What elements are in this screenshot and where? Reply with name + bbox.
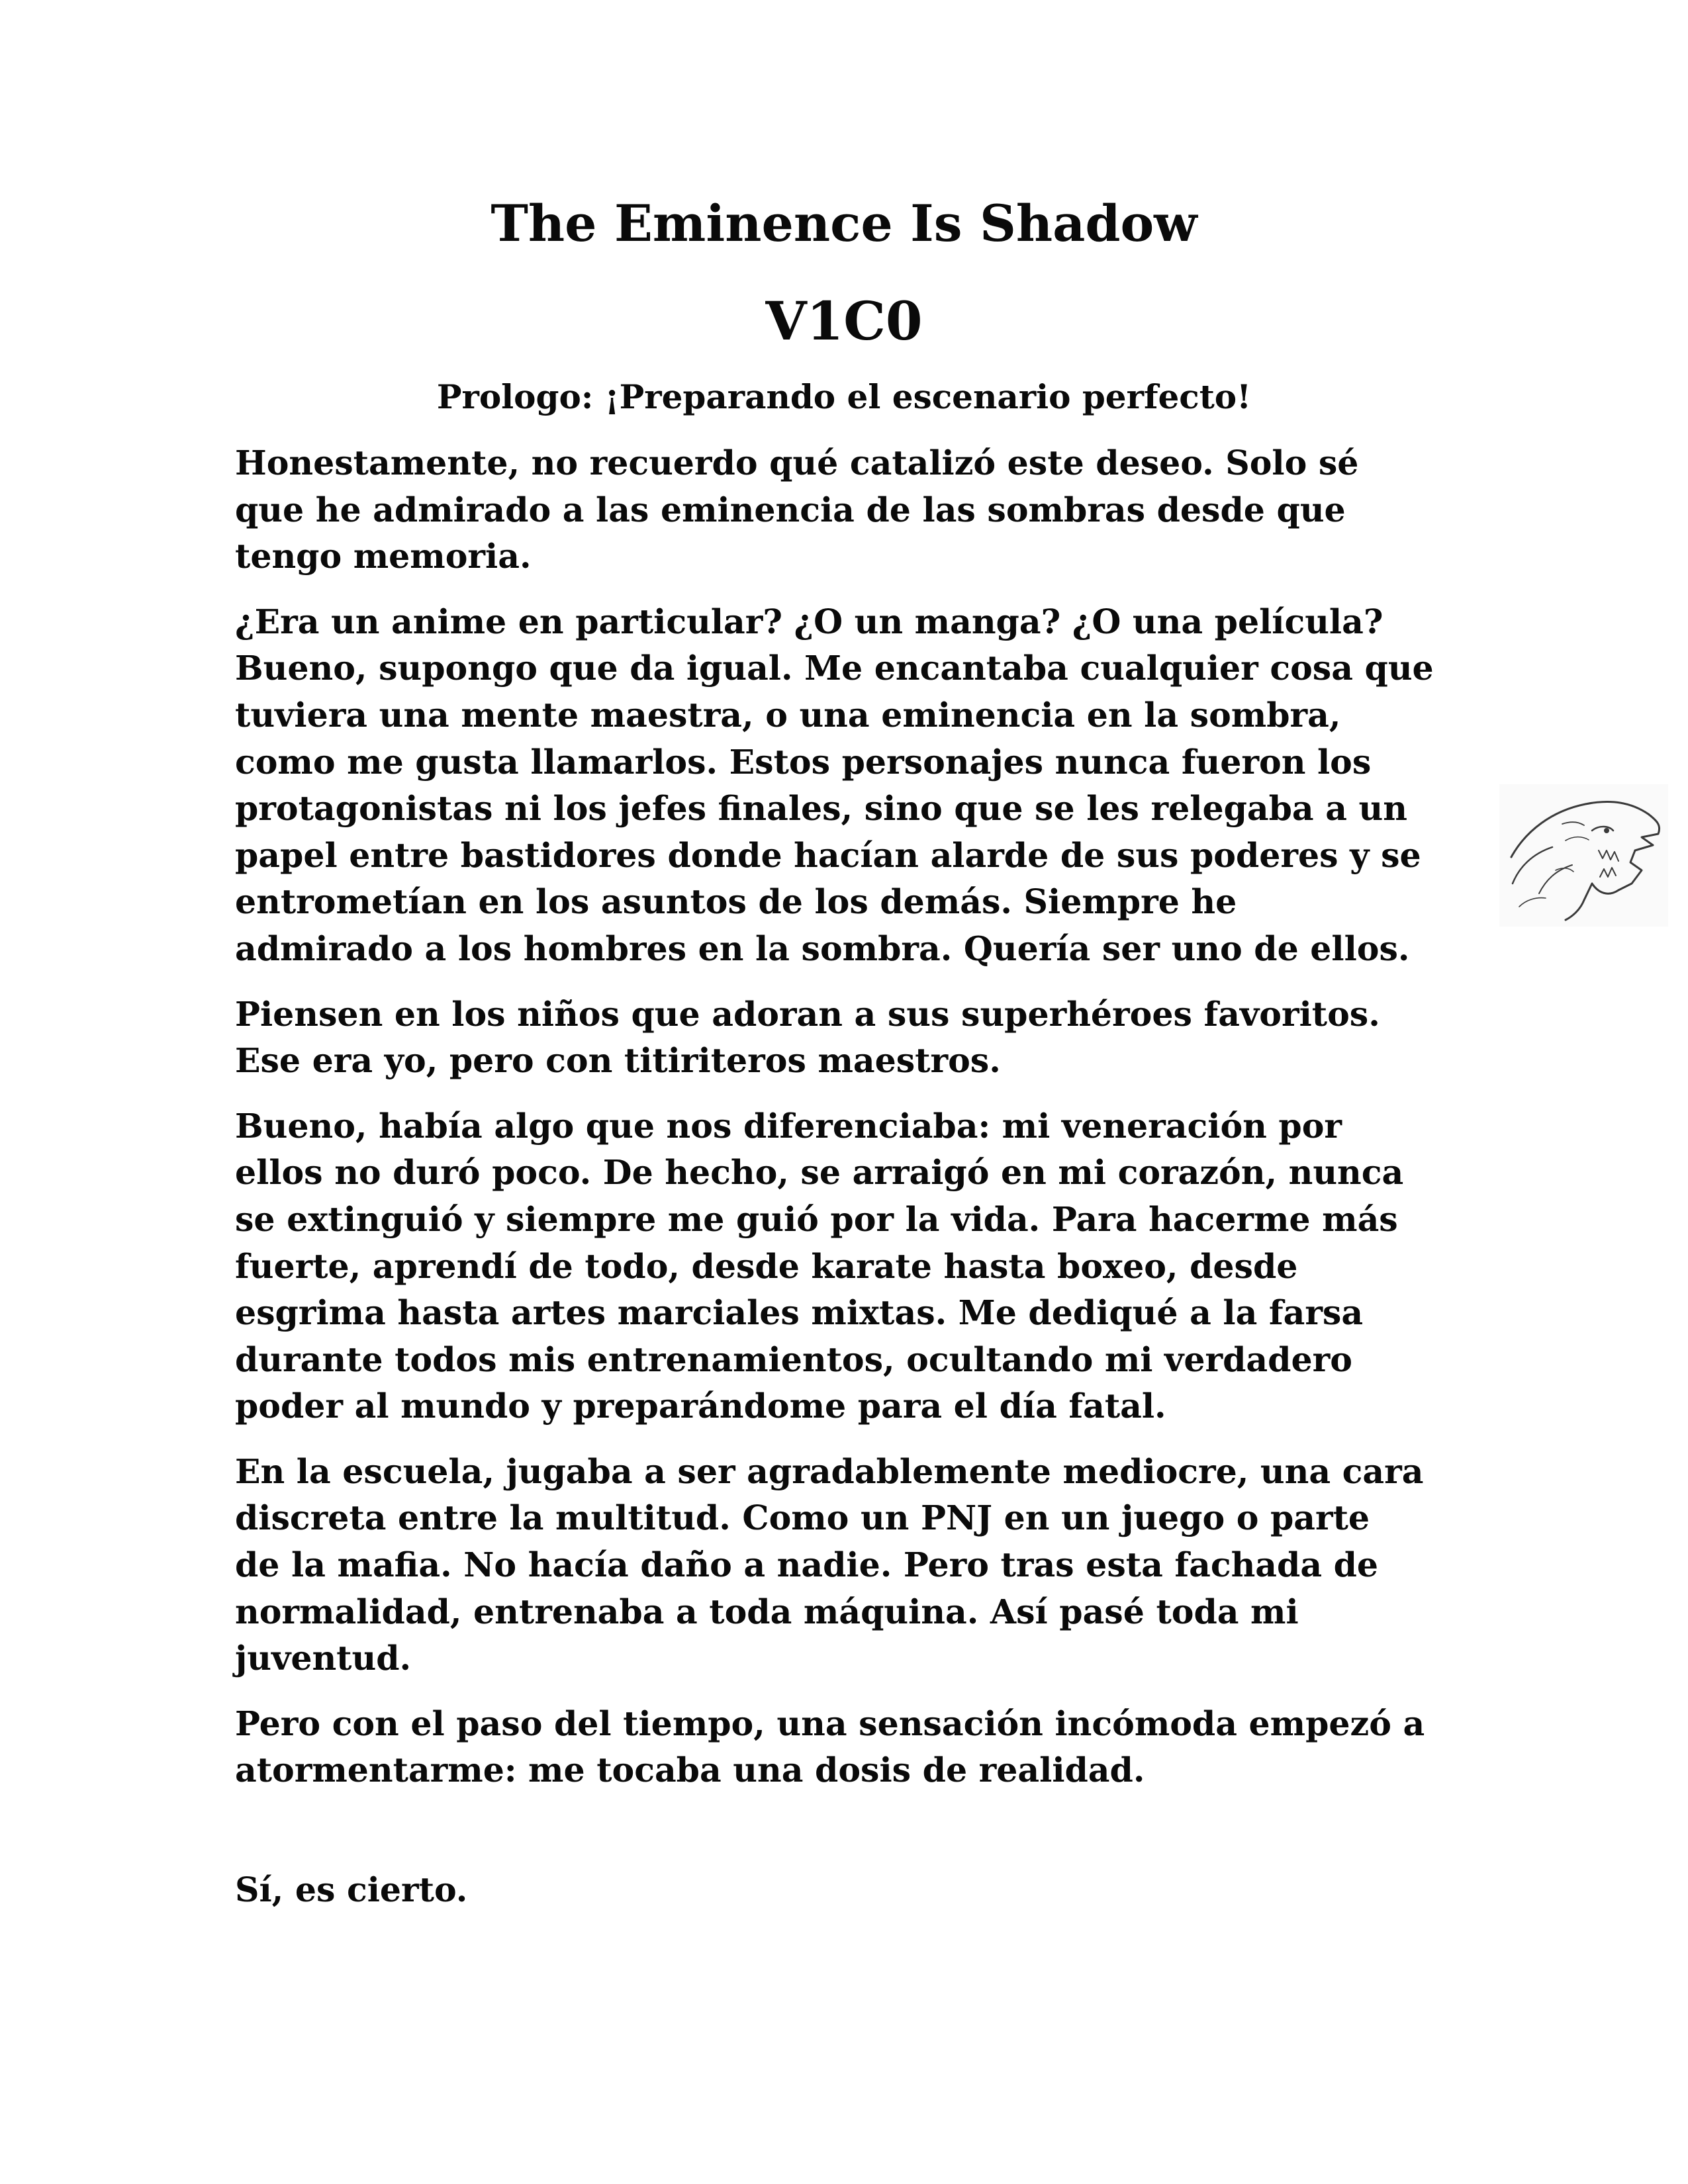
text-line: tuviera una mente maestra, o una eminencia en la sombra, [235, 695, 1341, 735]
text-line: esgrima hasta artes marciales mixtas. Me dediqué a la farsa [235, 1293, 1364, 1333]
text-line: ellos no duró poco. De hecho, se arraigó en mi corazón, nunca [235, 1153, 1404, 1193]
paragraph [235, 991, 1479, 1085]
text-line: admirado a los hombres en la sombra. Quería ser uno de ellos. [235, 929, 1410, 968]
text-line: normalidad, entrenaba a toda máquina. Así pasé toda mi [235, 1592, 1299, 1631]
text-line: Sí, es cierto. [235, 1870, 468, 1910]
text-line: Pero con el paso del tiempo, una sensación incómoda empezó a [235, 1704, 1425, 1743]
text-line: En la escuela, jugaba a ser agradablemente mediocre, una cara [235, 1451, 1424, 1491]
paragraph [235, 1701, 1479, 1794]
text-line: protagonistas ni los jefes finales, sino que se les relegaba a un [235, 789, 1407, 829]
document-body [235, 440, 1479, 1933]
paragraph [235, 1867, 1479, 1914]
text-line: Piensen en los niños que adoran a sus superhéroes favoritos. [235, 994, 1380, 1034]
text-line: durante todos mis entrenamientos, ocultando mi verdadero [235, 1340, 1352, 1379]
paragraph [235, 440, 1479, 580]
text-line: fuerte, aprendí de todo, desde karate hasta boxeo, desde [235, 1246, 1298, 1286]
text-line: Bueno, había algo que nos diferenciaba: mi veneración por [235, 1106, 1342, 1146]
dinosaur-sketch-icon [1499, 784, 1668, 927]
text-line: que he admirado a las eminencia de las sombras desde que [235, 490, 1346, 529]
text-line: se extinguió y siempre me guió por la vida. Para hacerme más [235, 1199, 1398, 1239]
text-line: poder al mundo y preparándome para el día fatal. [235, 1387, 1166, 1426]
text-line: Ese era yo, pero con titiriteros maestros. [235, 1041, 1001, 1081]
text-line: como me gusta llamarlos. Estos personajes nunca fueron los [235, 742, 1372, 782]
paragraph [235, 599, 1479, 973]
document-title: The Eminence Is Shadow [491, 194, 1197, 253]
volume-chapter-label: V1C0 [765, 290, 923, 352]
text-line: juventud. [235, 1639, 412, 1678]
text-line: papel entre bastidores donde hacían alarde de sus poderes y se [235, 835, 1421, 875]
text-line: ¿Era un anime en particular? ¿O un manga? ¿O una película? [235, 602, 1383, 641]
text-line: tengo memoria. [235, 537, 532, 576]
text-line: discreta entre la multitud. Como un PNJ en un juego o parte [235, 1498, 1370, 1538]
text-line: entrometían en los asuntos de los demás. Siempre he [235, 882, 1237, 922]
text-line: atormentarme: me tocaba una dosis de realidad. [235, 1751, 1145, 1790]
chapter-subtitle: Prologo: ¡Preparando el escenario perfecto! [436, 377, 1252, 416]
paragraph [235, 1449, 1479, 1682]
text-line: Honestamente, no recuerdo qué catalizó este deseo. Solo sé [235, 443, 1359, 482]
paragraph [235, 1103, 1479, 1430]
text-line: de la mafia. No hacía daño a nadie. Pero tras esta fachada de [235, 1545, 1379, 1585]
text-line: Bueno, supongo que da igual. Me encantaba cualquier cosa que [235, 649, 1434, 688]
